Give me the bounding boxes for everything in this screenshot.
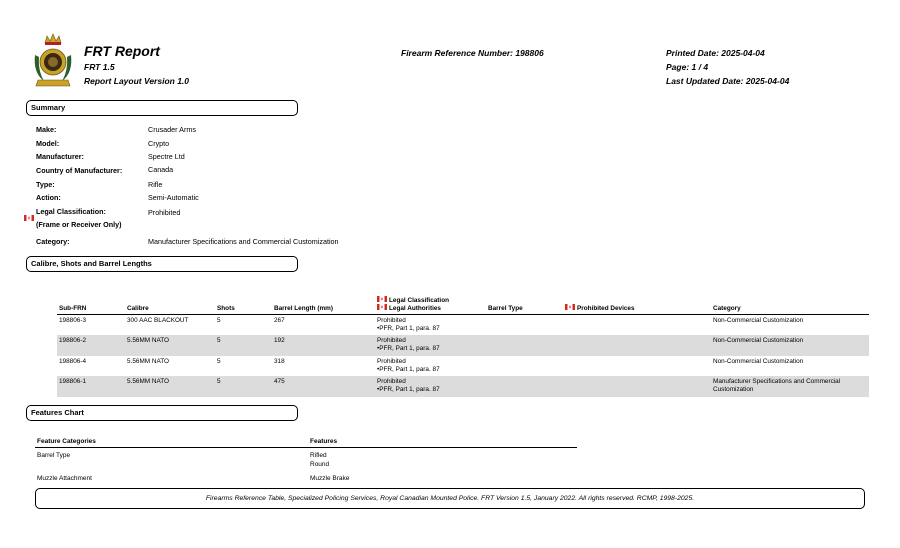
firearm-reference-number: Firearm Reference Number: 198806: [401, 48, 544, 58]
canada-flag-icon: [24, 208, 34, 214]
col-features: Features: [308, 438, 577, 448]
summary-label-make: Make:: [36, 125, 57, 134]
cell-legal-classification: Prohibited: [377, 378, 406, 385]
cell-calibre: 300 AAC BLACKOUT: [127, 317, 189, 324]
cell-legal: [375, 315, 486, 336]
summary-label-frame-receiver: (Frame or Receiver Only): [36, 220, 122, 229]
summary-value-model: Crypto: [148, 139, 170, 148]
table-row: [57, 315, 869, 336]
frt-version: FRT 1.5: [84, 62, 115, 72]
cell-prohibited-devices: [563, 315, 711, 336]
cell-legal-classification: Prohibited: [377, 337, 406, 344]
cell-shots: 5: [215, 376, 272, 397]
cell-legal-classification: Prohibited: [377, 357, 406, 365]
cell-barrel-length: 475: [272, 376, 375, 397]
calibre-section-header: Calibre, Shots and Barrel Lengths: [26, 256, 298, 272]
cell-subfrn: 198806-4: [59, 357, 87, 365]
footer: Firearms Reference Table, Specialized Policing Services, Royal Canadian Mounted Police. FRT Version 1.5, January 2022. All rights reserved. RCMP, 1998-2025.: [35, 488, 865, 509]
cell-category: Non-Commercial Customization: [713, 357, 804, 365]
cell-subfrn: 198806-1: [57, 376, 125, 397]
cell-legal-classification: Prohibited: [377, 317, 406, 324]
cell-legal-authority: • PFR, Part 1, para. 87: [377, 386, 484, 394]
col-legal-authorities: Legal Authorities: [389, 305, 441, 312]
feature-item: Rifled: [310, 452, 327, 459]
cell-shots: 5: [215, 335, 272, 356]
cell-legal-authority: • PFR, Part 1, para. 87: [377, 325, 484, 333]
calibre-table: [57, 296, 869, 397]
cell-category: Non-Commercial Customization: [711, 335, 869, 356]
canada-flag-icon: [565, 304, 575, 310]
cell-legal-authority: • PFR, Part 1, para. 87: [377, 345, 484, 353]
summary-value-legal-classification: Prohibited: [148, 208, 181, 217]
printed-date: Printed Date: 2025-04-04: [666, 48, 765, 58]
cell-calibre: 5.56MM NATO: [125, 335, 215, 356]
cell-calibre: 5.56MM NATO: [127, 357, 170, 365]
cell-barrel-type: [486, 315, 563, 336]
report-title: FRT Report: [84, 43, 160, 59]
canada-flag-icon: [377, 304, 387, 310]
summary-value-category: Manufacturer Specifications and Commercial Customization: [148, 237, 339, 246]
summary-label-manufacturer: Manufacturer:: [36, 152, 84, 161]
col-barrel-length: Barrel Length (mm): [272, 296, 375, 315]
summary-value-make: Crusader Arms: [148, 125, 196, 134]
cell-legal: [375, 376, 486, 397]
summary-value-manufacturer: Spectre Ltd: [148, 152, 185, 161]
cell-barrel-length: 267: [274, 317, 285, 324]
summary-label-country: Country of Manufacturer:: [36, 166, 123, 175]
table-row: [57, 335, 869, 356]
summary-value-type: Rifle: [148, 180, 163, 189]
cell-calibre: 5.56MM NATO: [125, 376, 215, 397]
col-prohibited-devices: [563, 296, 711, 315]
rcmp-crest-icon: [30, 33, 76, 89]
cell-prohibited-devices: [563, 376, 711, 397]
col-prohibited-devices-label: Prohibited Devices: [577, 305, 635, 312]
summary-label-model: Model:: [36, 139, 60, 148]
cell-shots: 5: [217, 317, 221, 324]
summary-label-type: Type:: [36, 180, 55, 189]
cell-prohibited-devices: [563, 335, 711, 356]
col-shots: Shots: [215, 296, 272, 315]
summary-value-action: Semi-Automatic: [148, 193, 199, 202]
cell-feature-category: Muzzle Attachment: [37, 475, 92, 482]
cell-subfrn: 198806-3: [59, 317, 87, 324]
cell-subfrn: 198806-2: [57, 335, 125, 356]
summary-label-legal-classification: Legal Classification:: [36, 207, 106, 216]
cell-legal-authority: • PFR, Part 1, para. 87: [377, 366, 484, 374]
cell-category: Manufacturer Specifications and Commercial Customization: [711, 376, 869, 397]
summary-label-action: Action:: [36, 193, 61, 202]
col-barrel-type: Barrel Type: [486, 296, 563, 315]
cell-barrel-type: [486, 335, 563, 356]
summary-value-country: Canada: [148, 165, 174, 174]
col-category: Category: [711, 296, 869, 315]
cell-prohibited-devices: [563, 356, 711, 377]
canada-flag-icon: [377, 296, 387, 302]
features-table: [35, 438, 577, 485]
cell-legal: [375, 356, 486, 377]
layout-version: Report Layout Version 1.0: [84, 76, 190, 86]
col-legal-classification: Legal Classification: [389, 297, 450, 304]
calibre-table-header: [57, 296, 869, 315]
feature-item: Round: [310, 461, 330, 468]
table-row: [57, 356, 869, 377]
col-calibre: Calibre: [125, 296, 215, 315]
cell-barrel-length: 192: [272, 335, 375, 356]
summary-label-category: Category:: [36, 237, 70, 246]
cell-barrel-type: [486, 376, 563, 397]
cell-legal: [375, 335, 486, 356]
table-row: [57, 376, 869, 397]
features-section-header: Features Chart: [26, 405, 298, 421]
summary-section-header: Summary: [26, 100, 298, 116]
feature-item: Muzzle Brake: [310, 475, 350, 482]
cell-feature-category: Barrel Type: [37, 452, 71, 459]
features-table-header: [35, 438, 577, 448]
col-legal: [375, 296, 486, 315]
page-number: Page: 1 / 4: [666, 62, 709, 72]
col-feature-categories: Feature Categories: [35, 438, 308, 448]
cell-features: [308, 448, 577, 472]
cell-barrel-length: 318: [274, 357, 285, 365]
cell-shots: 5: [217, 357, 221, 365]
last-updated-date: Last Updated Date: 2025-04-04: [666, 76, 790, 86]
cell-features: [308, 471, 577, 485]
col-subfrn: Sub-FRN: [57, 296, 125, 315]
table-row: [35, 448, 577, 472]
cell-barrel-type: [486, 356, 563, 377]
table-row: [35, 471, 577, 485]
cell-category: Non-Commercial Customization: [713, 317, 804, 324]
